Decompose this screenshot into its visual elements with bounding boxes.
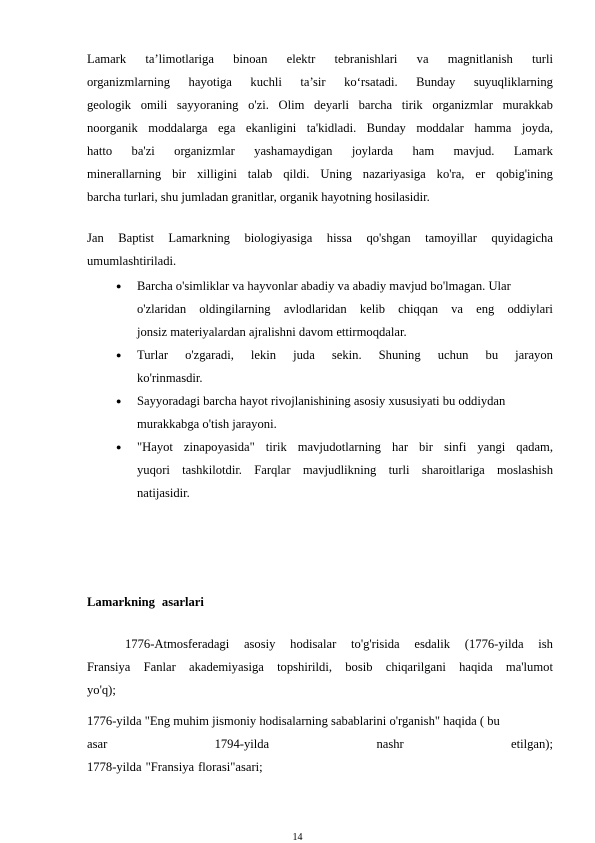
text-word: er bbox=[475, 167, 486, 181]
text-line bbox=[87, 733, 553, 756]
bullet-dot-icon: ● bbox=[116, 396, 122, 406]
text-word: esdalik bbox=[414, 637, 451, 651]
text-word: zinapoyasida" bbox=[183, 440, 255, 454]
text-word: yashamaydigan bbox=[254, 144, 333, 158]
text-word: Fransiya bbox=[87, 660, 131, 674]
text-word: Fanlar bbox=[143, 660, 176, 674]
bullet-dot-icon: ● bbox=[116, 281, 122, 291]
text-word: ish bbox=[538, 637, 553, 651]
text-word: omili bbox=[140, 98, 168, 112]
text-line bbox=[137, 459, 553, 482]
text-word: quyidagicha bbox=[491, 231, 553, 245]
text-word: moslashish bbox=[497, 463, 553, 477]
text-word: Baptist bbox=[118, 231, 154, 245]
text-word: "Hayot bbox=[137, 440, 173, 454]
paragraph-works-1776 bbox=[87, 633, 553, 702]
text-word: etilgan); bbox=[511, 737, 553, 751]
text-line bbox=[87, 94, 553, 117]
text-word: chiqqan bbox=[398, 302, 438, 316]
text-word: ham bbox=[412, 144, 435, 158]
text-word: bu bbox=[485, 348, 499, 362]
text-word: barcha turlari, shu jumladan granitlar, organik hayotning hosilasidir. bbox=[87, 190, 430, 204]
text-word: qildi. bbox=[283, 167, 310, 181]
text-word: lekin bbox=[250, 348, 277, 362]
text-word: hamma bbox=[474, 121, 512, 135]
text-word: juda bbox=[293, 348, 315, 362]
text-word: sekin. bbox=[331, 348, 362, 362]
text-word: xilligini bbox=[196, 167, 237, 181]
text-word: 1794-yilda bbox=[214, 737, 270, 751]
text-word: sharoitlariga bbox=[421, 463, 485, 477]
text-word: yo'q); bbox=[87, 683, 116, 697]
text-word: ba'zi bbox=[131, 144, 155, 158]
text-line bbox=[137, 275, 553, 298]
text-word: florasi"asari; bbox=[198, 760, 263, 774]
text-word: biologiyasiga bbox=[244, 231, 313, 245]
text-word: yuqori bbox=[137, 463, 170, 477]
text-word: elektr bbox=[286, 52, 316, 66]
text-word: Uning bbox=[320, 167, 352, 181]
text-word: organizmlar bbox=[432, 98, 493, 112]
text-word: moddalar bbox=[416, 121, 464, 135]
text-word: Sayyoradagi barcha hayot rivojlanishining asosiy xususiyati bu oddiydan bbox=[137, 394, 506, 408]
text-word: nashr bbox=[376, 737, 404, 751]
text-word: hodisalar bbox=[290, 637, 337, 651]
bullet-text bbox=[137, 344, 553, 390]
text-word: suyuqliklarning bbox=[473, 75, 553, 89]
text-word: Farqlar bbox=[254, 463, 291, 477]
text-word: nazariyasiga bbox=[362, 167, 426, 181]
text-word: Barcha o'simliklar va hayvonlar abadiy va abadiy mavjud bo'lmagan. Ular bbox=[137, 279, 511, 293]
text-word: deyarli bbox=[313, 98, 349, 112]
text-word: Olim bbox=[278, 98, 305, 112]
text-word: yangi bbox=[477, 440, 506, 454]
text-line bbox=[87, 48, 553, 71]
text-word: natijasidir. bbox=[137, 486, 190, 500]
text-word: hissa bbox=[326, 231, 352, 245]
text-word: sinfi bbox=[443, 440, 467, 454]
text-word: organizmlarning bbox=[87, 75, 171, 89]
text-word: ko‘rsatadi. bbox=[344, 75, 398, 89]
text-line bbox=[87, 117, 553, 140]
text-line bbox=[87, 227, 553, 250]
text-word: tirik bbox=[401, 98, 423, 112]
text-line bbox=[87, 140, 553, 163]
text-word: tashkilotdir. bbox=[182, 463, 242, 477]
text-word: ma'lumot bbox=[505, 660, 553, 674]
text-word: tamoyillar bbox=[425, 231, 477, 245]
text-word: (1776-yilda bbox=[464, 637, 524, 651]
paragraph-works-list bbox=[87, 710, 553, 779]
text-word: joyda, bbox=[521, 121, 553, 135]
text-line bbox=[87, 71, 553, 94]
text-word: oldingilarning bbox=[199, 302, 271, 316]
text-word: minerallarning bbox=[87, 167, 162, 181]
text-word: akademiyasiga bbox=[189, 660, 264, 674]
text-word: va bbox=[416, 52, 429, 66]
paragraph-lamark-teachings bbox=[87, 48, 553, 209]
text-word: o'zlaridan bbox=[137, 302, 187, 316]
heading-word: asarlari bbox=[161, 595, 204, 609]
bullet-text bbox=[137, 390, 553, 436]
text-word: o'zgaradi, bbox=[185, 348, 234, 362]
text-word: qobig'ining bbox=[496, 167, 553, 181]
text-word: Shuning bbox=[378, 348, 421, 362]
text-word: qadam, bbox=[516, 440, 553, 454]
text-word: binoan bbox=[233, 52, 268, 66]
text-word: har bbox=[391, 440, 409, 454]
text-line bbox=[87, 250, 553, 273]
bullet-text bbox=[137, 436, 553, 505]
text-word: va bbox=[451, 302, 464, 316]
text-word: kelib bbox=[359, 302, 385, 316]
text-word: ekanligini bbox=[245, 121, 297, 135]
text-word: 1776-Atmosferadagi bbox=[125, 637, 230, 651]
text-word: ta’limotlariga bbox=[145, 52, 214, 66]
text-word: Turlar bbox=[137, 348, 169, 362]
text-word: 1776-yilda "Eng muhim jismoniy hodisalarning sabablarini o'rganish" haqida ( bu bbox=[87, 714, 500, 728]
text-word: ega bbox=[217, 121, 236, 135]
text-word: tirik bbox=[265, 440, 287, 454]
bullet-text bbox=[137, 275, 553, 344]
text-line bbox=[137, 413, 553, 436]
text-word: murakkab bbox=[502, 98, 553, 112]
text-word: murakkabga o'tish jarayoni. bbox=[137, 417, 277, 431]
text-word: topshirildi, bbox=[277, 660, 332, 674]
section-heading bbox=[87, 595, 204, 610]
text-word: qo'shgan bbox=[366, 231, 411, 245]
text-line bbox=[87, 656, 553, 679]
text-word: turli bbox=[388, 463, 410, 477]
text-word: ta'kidladi. bbox=[306, 121, 357, 135]
text-word: talab bbox=[247, 167, 273, 181]
text-word: avlodlaridan bbox=[283, 302, 347, 316]
text-word: moddalarga bbox=[148, 121, 208, 135]
text-line bbox=[87, 186, 553, 209]
text-word: ta’sir bbox=[300, 75, 326, 89]
text-word: noorganik bbox=[87, 121, 138, 135]
text-word: mavjud. bbox=[453, 144, 495, 158]
bullet-dot-icon: ● bbox=[116, 350, 122, 360]
text-word: jarayon bbox=[515, 348, 553, 362]
text-word: turli bbox=[532, 52, 553, 66]
text-word: mavjudlikning bbox=[302, 463, 377, 477]
text-word: eng bbox=[476, 302, 495, 316]
text-word: geologik bbox=[87, 98, 132, 112]
text-word: hatto bbox=[87, 144, 113, 158]
text-word: oddiylari bbox=[507, 302, 553, 316]
text-word: o'zi. bbox=[248, 98, 269, 112]
paragraph-principles-intro bbox=[87, 227, 553, 273]
text-line bbox=[87, 710, 553, 733]
text-word: haqida bbox=[459, 660, 493, 674]
text-word: bir bbox=[419, 440, 433, 454]
text-word: tebranishlari bbox=[334, 52, 398, 66]
text-line bbox=[137, 321, 553, 344]
text-word: hayotiga bbox=[188, 75, 232, 89]
text-word: ko'rinmasdir. bbox=[137, 371, 203, 385]
text-word: uchun bbox=[437, 348, 469, 362]
text-word: Jan bbox=[87, 231, 104, 245]
text-line bbox=[137, 298, 553, 321]
text-line bbox=[137, 390, 553, 413]
text-word: asosiy bbox=[243, 637, 276, 651]
text-word: ko'ra, bbox=[436, 167, 465, 181]
bullet-dot-icon: ● bbox=[116, 442, 122, 452]
text-word: barcha bbox=[358, 98, 393, 112]
text-word: Lamark bbox=[87, 52, 127, 66]
text-word: Bunday bbox=[416, 75, 456, 89]
text-line bbox=[87, 633, 553, 656]
text-line bbox=[137, 367, 553, 390]
text-line bbox=[87, 679, 553, 702]
text-word: jonsiz materiyalardan ajralishni davom ettirmoqdalar. bbox=[137, 325, 407, 339]
text-line bbox=[137, 344, 553, 367]
text-word: organizmlar bbox=[174, 144, 235, 158]
text-word: mavjudotlarning bbox=[297, 440, 381, 454]
page-number: 14 bbox=[292, 832, 303, 843]
text-line bbox=[137, 482, 553, 505]
text-word: "Fransiya bbox=[145, 760, 195, 774]
text-word: Bunday bbox=[366, 121, 406, 135]
text-word: to'g'risida bbox=[351, 637, 400, 651]
text-word: joylarda bbox=[351, 144, 394, 158]
text-line bbox=[87, 756, 553, 779]
text-word: sayyoraning bbox=[176, 98, 239, 112]
text-word: bir bbox=[172, 167, 187, 181]
text-word: magnitlanish bbox=[447, 52, 513, 66]
text-word: Lamarkning bbox=[168, 231, 230, 245]
text-word: kuchli bbox=[250, 75, 282, 89]
text-word: chiqarilgani bbox=[385, 660, 446, 674]
text-word: bosib bbox=[345, 660, 373, 674]
text-word: asar bbox=[87, 737, 108, 751]
text-word: umumlashtiriladi. bbox=[87, 254, 177, 268]
text-line bbox=[137, 436, 553, 459]
text-line bbox=[87, 163, 553, 186]
text-word: Lamark bbox=[513, 144, 553, 158]
text-word: 1778-yilda bbox=[87, 760, 142, 774]
heading-word: Lamarkning bbox=[87, 595, 155, 609]
